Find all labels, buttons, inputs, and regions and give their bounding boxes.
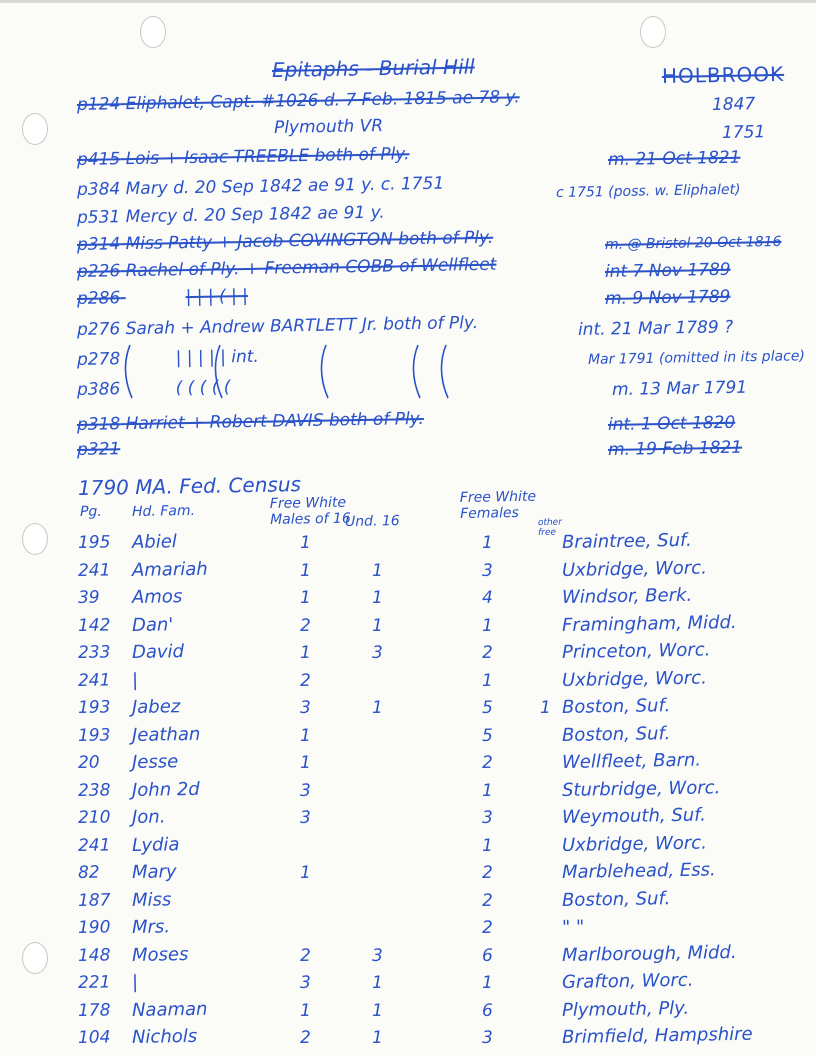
census-females: 2 <box>481 890 494 911</box>
census-females: 6 <box>481 1000 494 1021</box>
page-title: Epitaphs - Burial Hill <box>271 54 475 82</box>
vr-text: Mary d. 20 Sep 1842 ae 91 y. c. 1751 <box>125 173 445 200</box>
vr-text: Miss Patty + Jacob COVINGTON both of Ply. <box>125 227 494 255</box>
census-pg: 195 <box>77 532 111 553</box>
census-females: 1 <box>481 780 494 801</box>
vr-note: int. 21 Mar 1789 ? <box>577 317 734 340</box>
vr-ref: p321 <box>76 439 121 460</box>
census-females: 6 <box>481 945 494 966</box>
vr-ref: p124 <box>76 94 121 115</box>
vr-text: Mercy d. 20 Sep 1842 ae 91 y. <box>125 202 385 228</box>
census-place: Braintree, Suf. <box>561 529 692 553</box>
vr-text: Eliphalet, Capt. #1026 d. 7 Feb. 1815 ae 78 y. <box>125 87 520 115</box>
census-place: Windsor, Berk. <box>561 584 693 608</box>
census-place: " " <box>561 916 585 938</box>
census-females: 2 <box>481 752 494 773</box>
vr-text: ( ( ( ( ( <box>175 377 231 399</box>
census-head-of-family: David <box>131 641 185 663</box>
census-males-over-16: 1 <box>299 532 312 553</box>
census-females: 4 <box>481 587 494 608</box>
census-head-of-family: John 2d <box>131 778 200 801</box>
census-pg: 238 <box>77 779 111 801</box>
census-males-over-16: 2 <box>299 1027 312 1048</box>
census-pg: 193 <box>77 697 111 718</box>
census-pg: 241 <box>77 559 111 581</box>
census-place: Princeton, Worc. <box>561 639 711 663</box>
census-head-of-family: Jon. <box>131 806 166 828</box>
census-header-head: Hd. Fam. <box>131 502 196 520</box>
census-place: Weymouth, Suf. <box>561 804 707 828</box>
vr-ref: p415 <box>76 149 121 170</box>
vr-text: Lois + Isaac TREEBLE both of Ply. <box>125 144 410 170</box>
census-pg: 233 <box>77 642 111 663</box>
census-place: Plymouth, Ply. <box>561 997 690 1021</box>
census-place: Sturbridge, Worc. <box>561 776 721 801</box>
census-males-over-16: 1 <box>299 725 312 746</box>
margin-note-year-1: 1847 <box>711 94 756 115</box>
census-head-of-family: Mary <box>131 861 177 883</box>
vr-ref: p531 <box>76 207 121 228</box>
vr-ref: p226 <box>76 261 121 282</box>
census-head-of-family: Mrs. <box>131 916 171 938</box>
census-head-of-family: Jabez <box>131 696 181 718</box>
census-pg: 148 <box>77 944 111 966</box>
census-place: Boston, Suf. <box>561 887 671 911</box>
census-females: 2 <box>481 862 494 883</box>
census-males-over-16: 3 <box>299 780 312 801</box>
vr-text: | | | ( | | <box>185 286 249 308</box>
census-males-under-16: 1 <box>371 560 384 581</box>
census-males-under-16: 1 <box>371 1027 384 1048</box>
census-place: Boston, Suf. <box>561 695 671 718</box>
census-head-of-family: Jeathan <box>131 723 201 746</box>
vr-subheading: Plymouth VR <box>273 116 384 138</box>
vr-note: m. 9 Nov 1789 <box>604 286 731 309</box>
ditto-bracket <box>321 345 328 398</box>
census-males-over-16: 1 <box>299 587 312 608</box>
vr-text: Rachel of Ply. + Freeman COBB of Wellfleet <box>125 254 497 282</box>
vr-note: m. 13 Mar 1791 <box>611 377 748 400</box>
vr-note: c 1751 (poss. w. Eliphalet) <box>555 181 741 201</box>
ditto-bracket <box>413 345 420 398</box>
vr-note: int 7 Nov 1789 <box>604 259 731 282</box>
vr-ref: p314 <box>76 234 121 255</box>
census-pg: 82 <box>77 862 100 883</box>
census-females: 3 <box>481 1027 494 1048</box>
census-head-of-family: Abiel <box>131 531 177 553</box>
census-header-males-under: Und. 16 <box>344 513 400 530</box>
census-pg: 241 <box>77 834 111 856</box>
census-males-under-16: 1 <box>371 615 384 636</box>
census-females: 1 <box>481 615 494 636</box>
census-males-over-16: 3 <box>299 697 312 718</box>
census-pg: 193 <box>77 724 111 746</box>
census-females: 5 <box>481 725 494 746</box>
census-place: Wellfleet, Barn. <box>561 749 702 773</box>
ditto-bracket <box>215 345 222 398</box>
ditto-bracket <box>441 345 448 398</box>
census-place: Marlborough, Midd. <box>561 941 737 966</box>
census-males-under-16: 3 <box>371 945 384 966</box>
vr-text: Harriet + Robert DAVIS both of Ply. <box>125 408 425 435</box>
census-males-under-16: 1 <box>371 587 384 608</box>
margin-note-year-2: 1751 <box>721 122 766 143</box>
census-pg: 187 <box>77 889 111 911</box>
census-place: Grafton, Worc. <box>561 969 694 993</box>
census-females: 1 <box>481 532 494 553</box>
census-males-under-16: 1 <box>371 972 384 993</box>
census-females: 1 <box>481 972 494 993</box>
vr-text: Sarah + Andrew BARTLETT Jr. both of Ply. <box>125 313 479 340</box>
census-head-of-family: | <box>131 669 139 691</box>
census-title: 1790 MA. Fed. Census <box>77 472 302 500</box>
census-head-of-family: Amariah <box>131 558 208 581</box>
vr-ref: p318 <box>76 414 121 435</box>
census-males-over-16: 1 <box>299 642 312 663</box>
vr-note: m. 19 Feb 1821 <box>607 437 743 460</box>
vr-ref: p384 <box>76 179 121 200</box>
census-header-pg: Pg. <box>79 503 102 520</box>
census-males-over-16: 1 <box>299 560 312 581</box>
census-place: Brimfield, Hampshire <box>561 1023 753 1048</box>
census-place: Uxbridge, Worc. <box>561 556 708 581</box>
census-males-over-16: 2 <box>299 615 312 636</box>
census-females: 2 <box>481 917 494 938</box>
census-head-of-family: Dan' <box>131 613 174 636</box>
census-males-over-16: 3 <box>299 972 312 993</box>
vr-note: Mar 1791 (omitted in its place) <box>587 348 805 368</box>
census-other-free: 1 <box>539 697 552 718</box>
census-header-females: Free White Females <box>459 488 537 522</box>
census-place: Uxbridge, Worc. <box>561 666 708 691</box>
census-males-under-16: 1 <box>371 1000 384 1021</box>
census-head-of-family: Naaman <box>131 998 208 1021</box>
vr-note: int. 1 Oct 1820 <box>607 412 736 435</box>
census-males-over-16: 2 <box>299 945 312 966</box>
census-males-under-16: 3 <box>371 642 384 663</box>
census-head-of-family: Amos <box>131 586 183 608</box>
census-females: 3 <box>481 807 494 828</box>
census-place: Uxbridge, Worc. <box>561 831 708 856</box>
census-pg: 104 <box>77 1027 111 1048</box>
census-pg: 39 <box>77 587 100 608</box>
census-females: 3 <box>481 560 494 581</box>
census-males-over-16: 2 <box>299 670 312 691</box>
census-head-of-family: Lydia <box>131 833 180 856</box>
census-pg: 20 <box>77 752 100 773</box>
census-females: 5 <box>481 697 494 718</box>
census-females: 2 <box>481 642 494 663</box>
census-head-of-family: Jesse <box>131 751 179 773</box>
census-head-of-family: Moses <box>131 943 189 966</box>
ditto-bracket <box>125 345 132 398</box>
vr-ref: p278 <box>76 349 121 370</box>
census-females: 1 <box>481 670 494 691</box>
vr-ref: p386 <box>76 379 121 400</box>
census-males-over-16: 1 <box>299 752 312 773</box>
census-head-of-family: | <box>131 971 139 993</box>
vr-note: m. @ Bristol 20 Oct 1816 <box>604 233 782 253</box>
census-males-over-16: 3 <box>299 807 312 828</box>
census-pg: 190 <box>77 917 111 938</box>
census-place: Framingham, Midd. <box>561 611 737 636</box>
census-place: Boston, Suf. <box>561 722 671 746</box>
census-pg: 241 <box>77 669 111 691</box>
vr-note: m. 21 Oct 1821 <box>607 147 741 170</box>
census-males-over-16: 1 <box>299 862 312 883</box>
vr-text: | | | | | int. <box>175 346 260 369</box>
census-pg: 178 <box>77 999 111 1021</box>
vr-ref: p276 <box>76 319 121 340</box>
census-place: Marblehead, Ess. <box>561 859 716 883</box>
census-males-over-16: 1 <box>299 1000 312 1021</box>
census-pg: 221 <box>77 972 111 993</box>
vr-ref: p286 <box>76 288 121 309</box>
census-pg: 142 <box>77 614 111 636</box>
census-header-other: other free <box>537 517 562 538</box>
census-head-of-family: Nichols <box>131 1025 198 1048</box>
census-females: 1 <box>481 835 494 856</box>
author-tag: HOLBROOK <box>661 61 785 88</box>
census-head-of-family: Miss <box>131 888 172 911</box>
census-pg: 210 <box>77 807 111 828</box>
census-males-under-16: 1 <box>371 697 384 718</box>
census-header-males-over: Free White Males of 16 <box>269 494 351 528</box>
